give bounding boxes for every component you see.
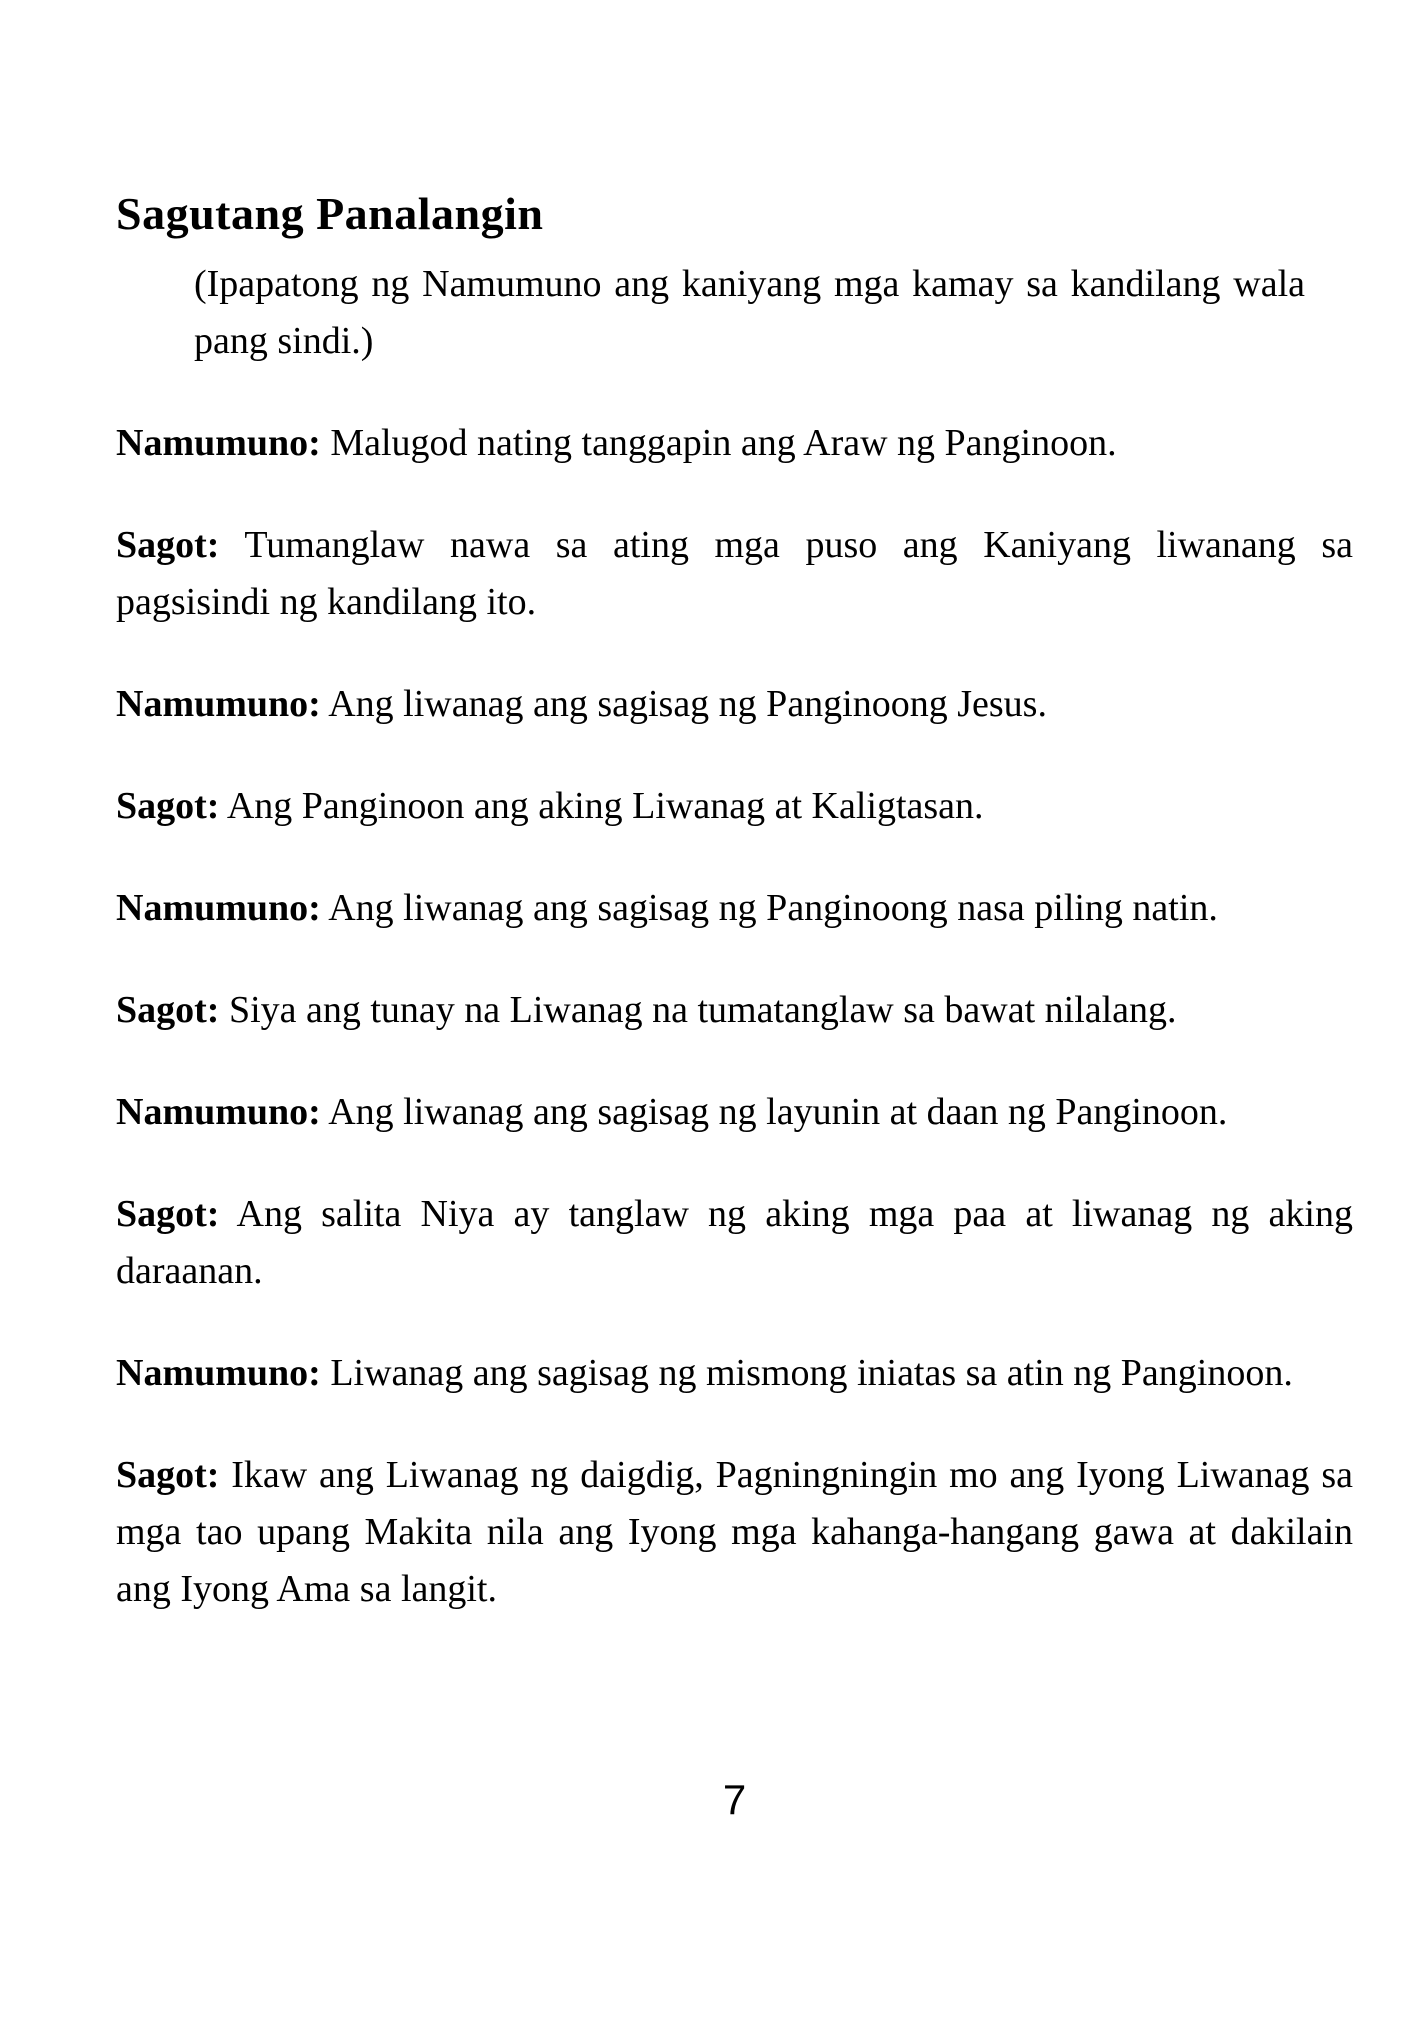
dialogue-paragraph (116, 1345, 1353, 1402)
page-title: Sagutang Panalangin (116, 188, 544, 239)
dialogue-paragraph (116, 517, 1353, 631)
dialogue-paragraph (116, 1186, 1353, 1300)
dialogue-text: Liwanag ang sagisag ng mismong iniatas sa atin ng Panginoon. (330, 1352, 1293, 1394)
speaker-label: Sagot: (116, 524, 220, 566)
speaker-label: Sagot: (116, 1454, 220, 1496)
page-number: 7 (722, 1776, 747, 1823)
dialogue-paragraph (116, 880, 1353, 937)
dialogue-text: Malugod nating tanggapin ang Araw ng Panginoon. (330, 422, 1117, 464)
dialogue-paragraph (116, 778, 1353, 835)
dialogue-list (116, 415, 1353, 1618)
dialogue-paragraph (116, 1084, 1353, 1141)
dialogue-text: Ang liwanag ang sagisag ng layunin at daan ng Panginoon. (328, 1091, 1228, 1133)
speaker-label: Namumuno: (116, 683, 321, 725)
speaker-label: Namumuno: (116, 887, 321, 929)
speaker-label: Sagot: (116, 785, 220, 827)
dialogue-text: Ang Panginoon ang aking Liwanag at Kaligtasan. (226, 785, 984, 827)
dialogue-paragraph (116, 415, 1353, 472)
dialogue-text: Ang liwanag ang sagisag ng Panginoong Jesus. (328, 683, 1047, 725)
dialogue-text: Tumanglaw nawa sa ating mga puso ang Kaniyang liwanang sa pagsisindi ng kandilang ito. (116, 524, 1353, 623)
speaker-label: Namumuno: (116, 422, 321, 464)
speaker-label: Namumuno: (116, 1091, 321, 1133)
dialogue-paragraph (116, 1447, 1353, 1618)
dialogue-text: Siya ang tunay na Liwanag na tumatanglaw sa bawat nilalang. (228, 989, 1177, 1031)
dialogue-text: Ang salita Niya ay tanglaw ng aking mga paa at liwanag ng aking daraanan. (116, 1193, 1353, 1292)
speaker-label: Sagot: (116, 1193, 220, 1235)
speaker-label: Namumuno: (116, 1352, 321, 1394)
dialogue-paragraph (116, 982, 1353, 1039)
speaker-label: Sagot: (116, 989, 220, 1031)
stage-direction: (Ipapatong ng Namumuno ang kaniyang mga kamay sa kandilang wala pang sindi.) (194, 263, 1305, 362)
dialogue-text: Ang liwanag ang sagisag ng Panginoong nasa piling natin. (328, 887, 1218, 929)
dialogue-text: Ikaw ang Liwanag ng daigdig, Pagningningin mo ang Iyong Liwanag sa mga tao upang Makita nila ang Iyong mga kahanga-hangang gawa at dakilain ang Iyong Ama sa langit. (116, 1454, 1353, 1610)
dialogue-paragraph (116, 676, 1353, 733)
